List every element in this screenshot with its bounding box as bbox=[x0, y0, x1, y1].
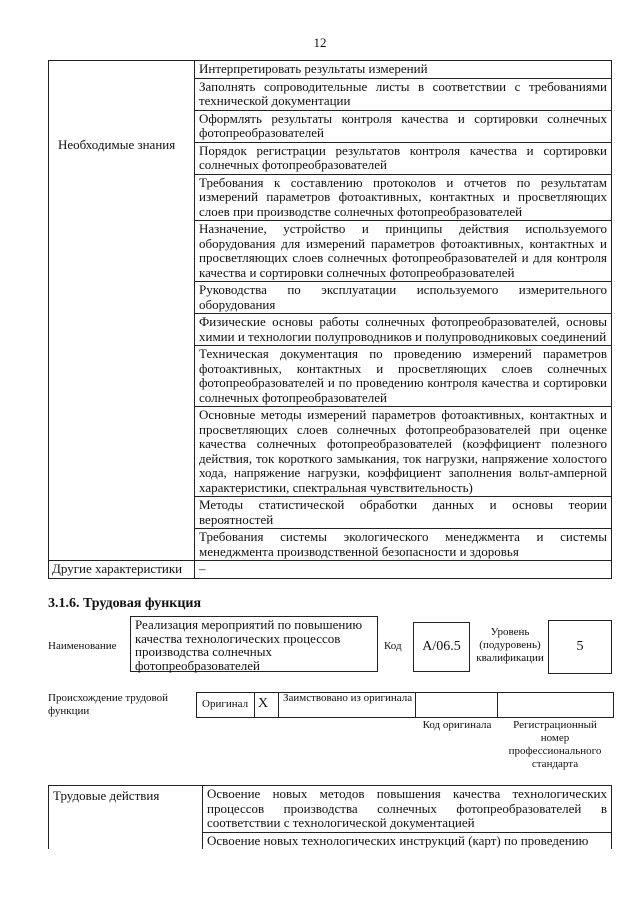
knowledge-item: Порядок регистрации результатов контроля качества и сортировки солнечных фотопреобразователей bbox=[195, 142, 612, 174]
function-name: Реализация мероприятий по повышению качества технологических процессов производства солнечных фотопреобразователей bbox=[135, 617, 363, 673]
origin-label: Происхождение трудовой функции bbox=[48, 692, 169, 717]
name-label: Наименование bbox=[48, 640, 117, 652]
knowledge-item: Требования к составлению протоколов и отчетов по результатам измерений параметров фотоактивных, контактных и просветляющих слоев при производстве солнечных фотопреобразователей bbox=[195, 174, 612, 221]
knowledge-label-cell bbox=[49, 61, 195, 561]
level-value: 5 bbox=[576, 639, 584, 654]
divider bbox=[278, 693, 279, 717]
level-label: Уровень (подуровень) квалификации bbox=[476, 626, 544, 664]
knowledge-item: Основные методы измерений параметров фотоактивных, контактных и просветляющих слоев солнечных фотопреобразователей при оценке качества солнечных фотопреобразователей (коэффициент полезного действия, ток короткого замыкания, ток нагрузки, напряжение холостого хода, напряжение нагрузки, коэффициент заполнения вольт-амперной характеристики, спектральная чувствительность) bbox=[195, 407, 612, 497]
action-item: Освоение новых методов повышения качества технологических процессов производства солнечных фотопреобразователей в соответствии с технологической документацией bbox=[203, 786, 612, 833]
level-box bbox=[548, 620, 612, 674]
knowledge-item: Назначение, устройство и принципы действия используемого оборудования для измерений параметров фотоактивных, контактных и просветляющих слоев солнечных фотопреобразователей и для контроля качества и сортировки солнечных фотопреобразователей bbox=[195, 221, 612, 282]
knowledge-label: Необходимые знания bbox=[58, 137, 176, 152]
knowledge-item: Требования системы экологического менеджмента и системы менеджмента производственной безопасности и здоровья bbox=[195, 529, 612, 561]
reg-number-caption: Регистрационный номер профессионального стандарта bbox=[508, 719, 602, 770]
code-original-caption: Код оригинала bbox=[422, 719, 492, 731]
origin-original: Оригинал bbox=[202, 698, 249, 710]
actions-table bbox=[48, 785, 612, 849]
origin-mark: X bbox=[258, 696, 269, 711]
origin-borrowed: Заимствовано из оригинала bbox=[283, 692, 413, 704]
knowledge-item: Техническая документация по проведению измерений параметров фотоактивных, контактных и просветляющих слоев солнечных фотопреобразователей и по проведению контроля качества и сортировки солнечных фотопреобразователей bbox=[195, 346, 612, 407]
other-label: Другие характеристики bbox=[49, 561, 195, 579]
divider bbox=[497, 693, 498, 717]
name-box bbox=[130, 616, 378, 672]
knowledge-item: Заполнять сопроводительные листы в соответствии с требованиями технической документации bbox=[195, 78, 612, 110]
page-number: 12 bbox=[313, 35, 327, 50]
divider bbox=[254, 693, 255, 717]
code-label: Код bbox=[384, 640, 402, 652]
other-value: – bbox=[195, 561, 612, 579]
knowledge-item: Оформлять результаты контроля качества и сортировки солнечных фотопреобразователей bbox=[195, 110, 612, 142]
knowledge-item: Методы статистической обработки данных и основы теории вероятностей bbox=[195, 497, 612, 529]
knowledge-item: Физические основы работы солнечных фотопреобразователей, основы химии и технологии полупроводников и полупроводниковых соединений bbox=[195, 314, 612, 346]
code-value: А/06.5 bbox=[422, 639, 461, 654]
section-title: 3.1.6. Трудовая функция bbox=[48, 596, 202, 611]
action-item: Освоение новых технологических инструкций (карт) по проведению bbox=[203, 832, 612, 849]
code-box bbox=[413, 622, 470, 672]
knowledge-item: Руководства по эксплуатации используемого измерительного оборудования bbox=[195, 282, 612, 314]
knowledge-item: Интерпретировать результаты измерений bbox=[195, 61, 612, 79]
actions-label: Трудовые действия bbox=[49, 786, 203, 850]
